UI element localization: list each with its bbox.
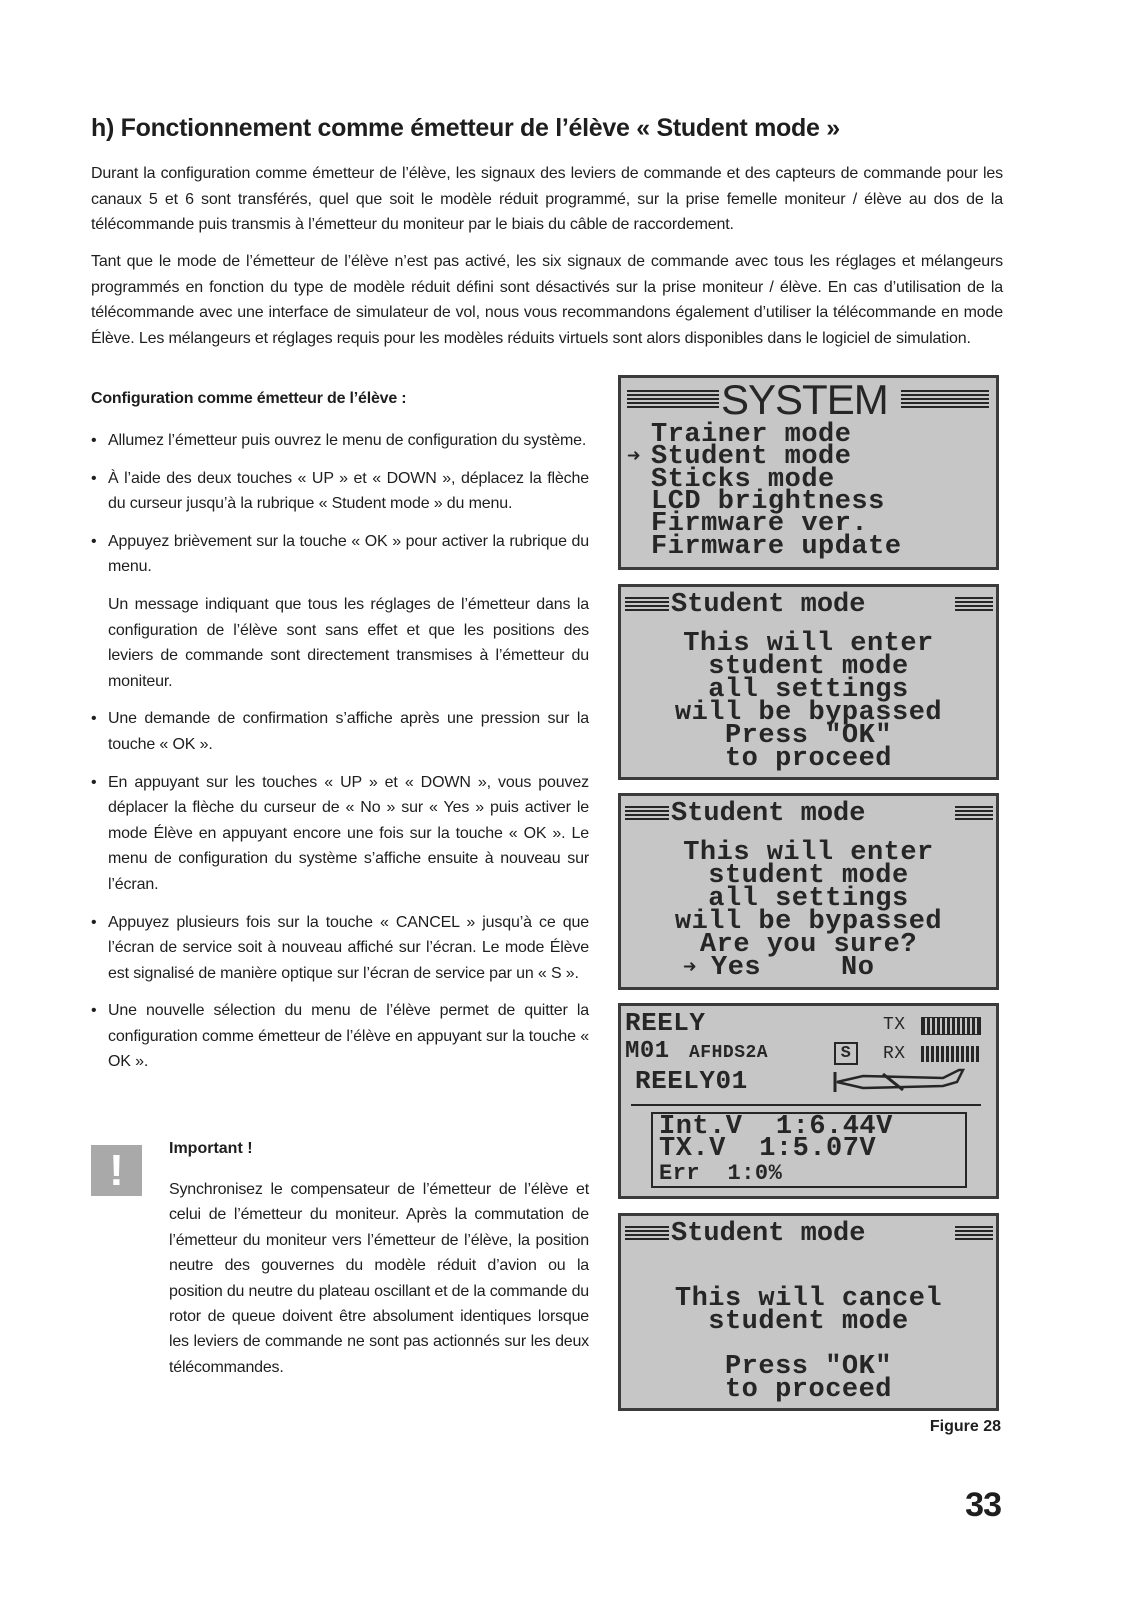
intro-paragraph-2: Tant que le mode de l’émetteur de l’élève n’est pas activé, les six signaux de commande avec tous les réglages et mélangeurs programmés en fonction du type de modèle réduit défini sont désactivés sur la prise moniteur / élève. En cas d’utilisation de la télécommande avec une interface de simulateur de vol, nous vous recommandons également d’utiliser la télécommande en mode Élève. Les mélangeurs et réglages requis pour les modèles réduits virtuels sont alors disponibles dans le logiciel de simulation. [91,253,1003,347]
lcd-header-text: Student mode [671,799,866,829]
lcd-service-screen [618,1003,999,1199]
exclamation-glyph: ! [109,1146,124,1195]
lcd-system-menu [618,375,999,570]
lcd-header-text: Student mode [671,590,866,620]
bullet-icon: • [91,913,97,931]
lcd-message-line: all settings [708,884,909,914]
lcd-header-text: Student mode [671,1219,866,1249]
lcd-message-line: to proceed [724,1375,893,1405]
cursor-arrow-icon: ➜ [683,956,697,981]
header-bars-right [901,390,989,410]
page-number: 33 [965,1486,1001,1524]
lcd-message-line: to proceed [724,744,893,774]
list-item-text: En appuyant sur les touches « UP » et « DOWN », vous pouvez déplacer la flèche du curseur de « No » sur « Yes » puis activer le mode Élève en appuyant encore une fois sur la touche « OK ». Le menu de configuration du système s’affiche ensuite à nouveau sur l’écran. [108,773,589,893]
important-title: Important ! [169,1140,253,1157]
instruction-steps [91,428,589,1087]
list-item-text: À l’aide des deux touches « UP » et « DOWN », déplacez la flèche du curseur jusqu’à la rubrique « Student mode » du menu. [108,469,589,513]
header-bars-left [627,390,719,410]
lcd-student-mode-confirm [618,793,999,990]
list-item [91,910,589,987]
error-rate-readout: Err 1:0% [659,1161,783,1186]
bullet-icon: • [91,469,97,487]
list-item-text: Une demande de confirmation s’affiche après une pression sur la touche « OK ». [108,710,589,753]
header-bars-right [955,806,993,822]
rx-label: RX [883,1044,906,1064]
bullet-icon: • [91,1002,97,1020]
lcd-student-mode-cancel [618,1213,999,1411]
lcd-student-mode-enter [618,584,999,780]
lcd-header [621,591,996,619]
lcd-message-line: Press "OK" [724,1352,893,1382]
configuration-subheading: Configuration comme émetteur de l’élève : [91,390,407,407]
lcd-message-line: student mode [708,652,909,682]
menu-item-firmware-update: Firmware update [651,532,902,562]
list-item-note: Un message indiquant que tous les réglages de l’émetteur dans la configuration de l’élève sont sans effet et que les positions des leviers de commande sont directement transmises à l’émetteur du moniteur. [108,595,589,690]
menu-item-firmware-ver: Firmware ver. [651,509,869,539]
lcd-message-line: This will cancel [674,1284,943,1314]
figure-caption: Figure 28 [929,1418,1001,1435]
lcd-header-text: SYSTEM [721,376,888,423]
lcd-message-line: will be bypassed [674,698,943,728]
lcd-message-line: This will enter [683,838,934,868]
menu-item-trainer-mode: Trainer mode [651,420,852,450]
airplane-icon [833,1068,968,1096]
model-number: M01 [625,1038,670,1065]
lcd-message-line: Are you sure? [699,930,918,960]
bullet-icon: • [91,710,97,728]
tx-voltage-readout: TX.V 1:5.07V [659,1134,877,1164]
section-title: h) Fonctionnement comme émetteur de l’élève « Student mode » [91,114,840,142]
header-bars-left [625,806,669,822]
header-bars-left [625,597,669,613]
lcd-header [621,376,996,423]
option-no: No [841,953,875,983]
exclamation-icon [91,1145,142,1196]
header-bars-right [955,597,993,613]
list-item [91,998,589,1075]
list-item [91,706,589,757]
important-text: Synchronisez le compensateur de l’émetteur de l’élève et celui de l’émetteur du moniteur. Après la commutation de l’émetteur du moniteur vers l’émetteur de l’élève, la position neutre des gouvernes du modèle réduit d’avion ou la position du neutre du plateau oscillant et de la commande du rotor de queue doivent être absolument identiques lorsque les leviers de commande ne sont pas actionnés sur les deux télécommandes. [169,1181,589,1376]
tx-label: TX [883,1015,906,1035]
list-item [91,770,589,898]
protocol-label: AFHDS2A [689,1043,769,1063]
bullet-icon: • [91,432,97,449]
rx-signal-icon [921,1046,979,1062]
lcd-message-line: This will enter [683,629,934,659]
list-item-text: Une nouvelle sélection du menu de l’élève permet de quitter la configuration comme émetteur de l’élève en appuyant sur la touche « OK ». [108,1002,589,1071]
lcd-message-line: will be bypassed [674,907,943,937]
lcd-header [621,800,996,828]
list-item-text: Appuyez brièvement sur la touche « OK » pour activer la rubrique du menu. [108,532,589,576]
list-item [91,529,589,580]
bullet-icon: • [91,532,97,550]
intro-paragraph-1: Durant la configuration comme émetteur de l’élève, les signaux des leviers de commande et des capteurs de commande pour les canaux 5 et 6 sont transférés, quel que soit le modèle réduit programmé, sur la prise femelle moniteur / élève au dos de la télécommande puis transmis à l’émetteur du moniteur par le biais du câble de raccordement. [91,165,1003,234]
list-item [91,466,589,517]
list-item-text: Allumez l’émetteur puis ouvrez le menu de configuration du système. [108,432,587,449]
lcd-message-line: Press "OK" [724,721,893,751]
lcd-message-line: student mode [708,861,909,891]
list-item-text: Appuyez plusieurs fois sur la touche « CANCEL » jusqu’à ce que l’écran de service soit à nouveau affiché sur l’écran. Le mode Élève est signalisé de manière optique sur l’écran de service par un « S ». [108,913,589,982]
student-flag-badge: S [834,1042,858,1065]
option-yes: Yes [711,953,762,983]
header-bars-left [625,1226,669,1242]
lcd-message-line: all settings [708,675,909,705]
menu-item-lcd-brightness: LCD brightness [651,487,885,517]
service-divider [631,1104,981,1106]
menu-item-sticks-mode: Sticks mode [651,465,835,495]
bullet-icon: • [91,773,97,791]
airplane-svg [833,1068,968,1096]
lcd-message-line: student mode [708,1307,909,1337]
menu-item-student-mode: Student mode [651,442,852,472]
list-item [91,428,589,454]
int-voltage-readout: Int.V 1:6.44V [659,1112,893,1142]
tx-battery-icon [921,1017,981,1035]
lcd-header [621,1220,996,1248]
cursor-arrow-icon: ➜ [627,445,641,470]
brand-label: REELY [625,1008,706,1038]
header-bars-right [955,1226,993,1242]
model-name: REELY01 [635,1066,748,1096]
